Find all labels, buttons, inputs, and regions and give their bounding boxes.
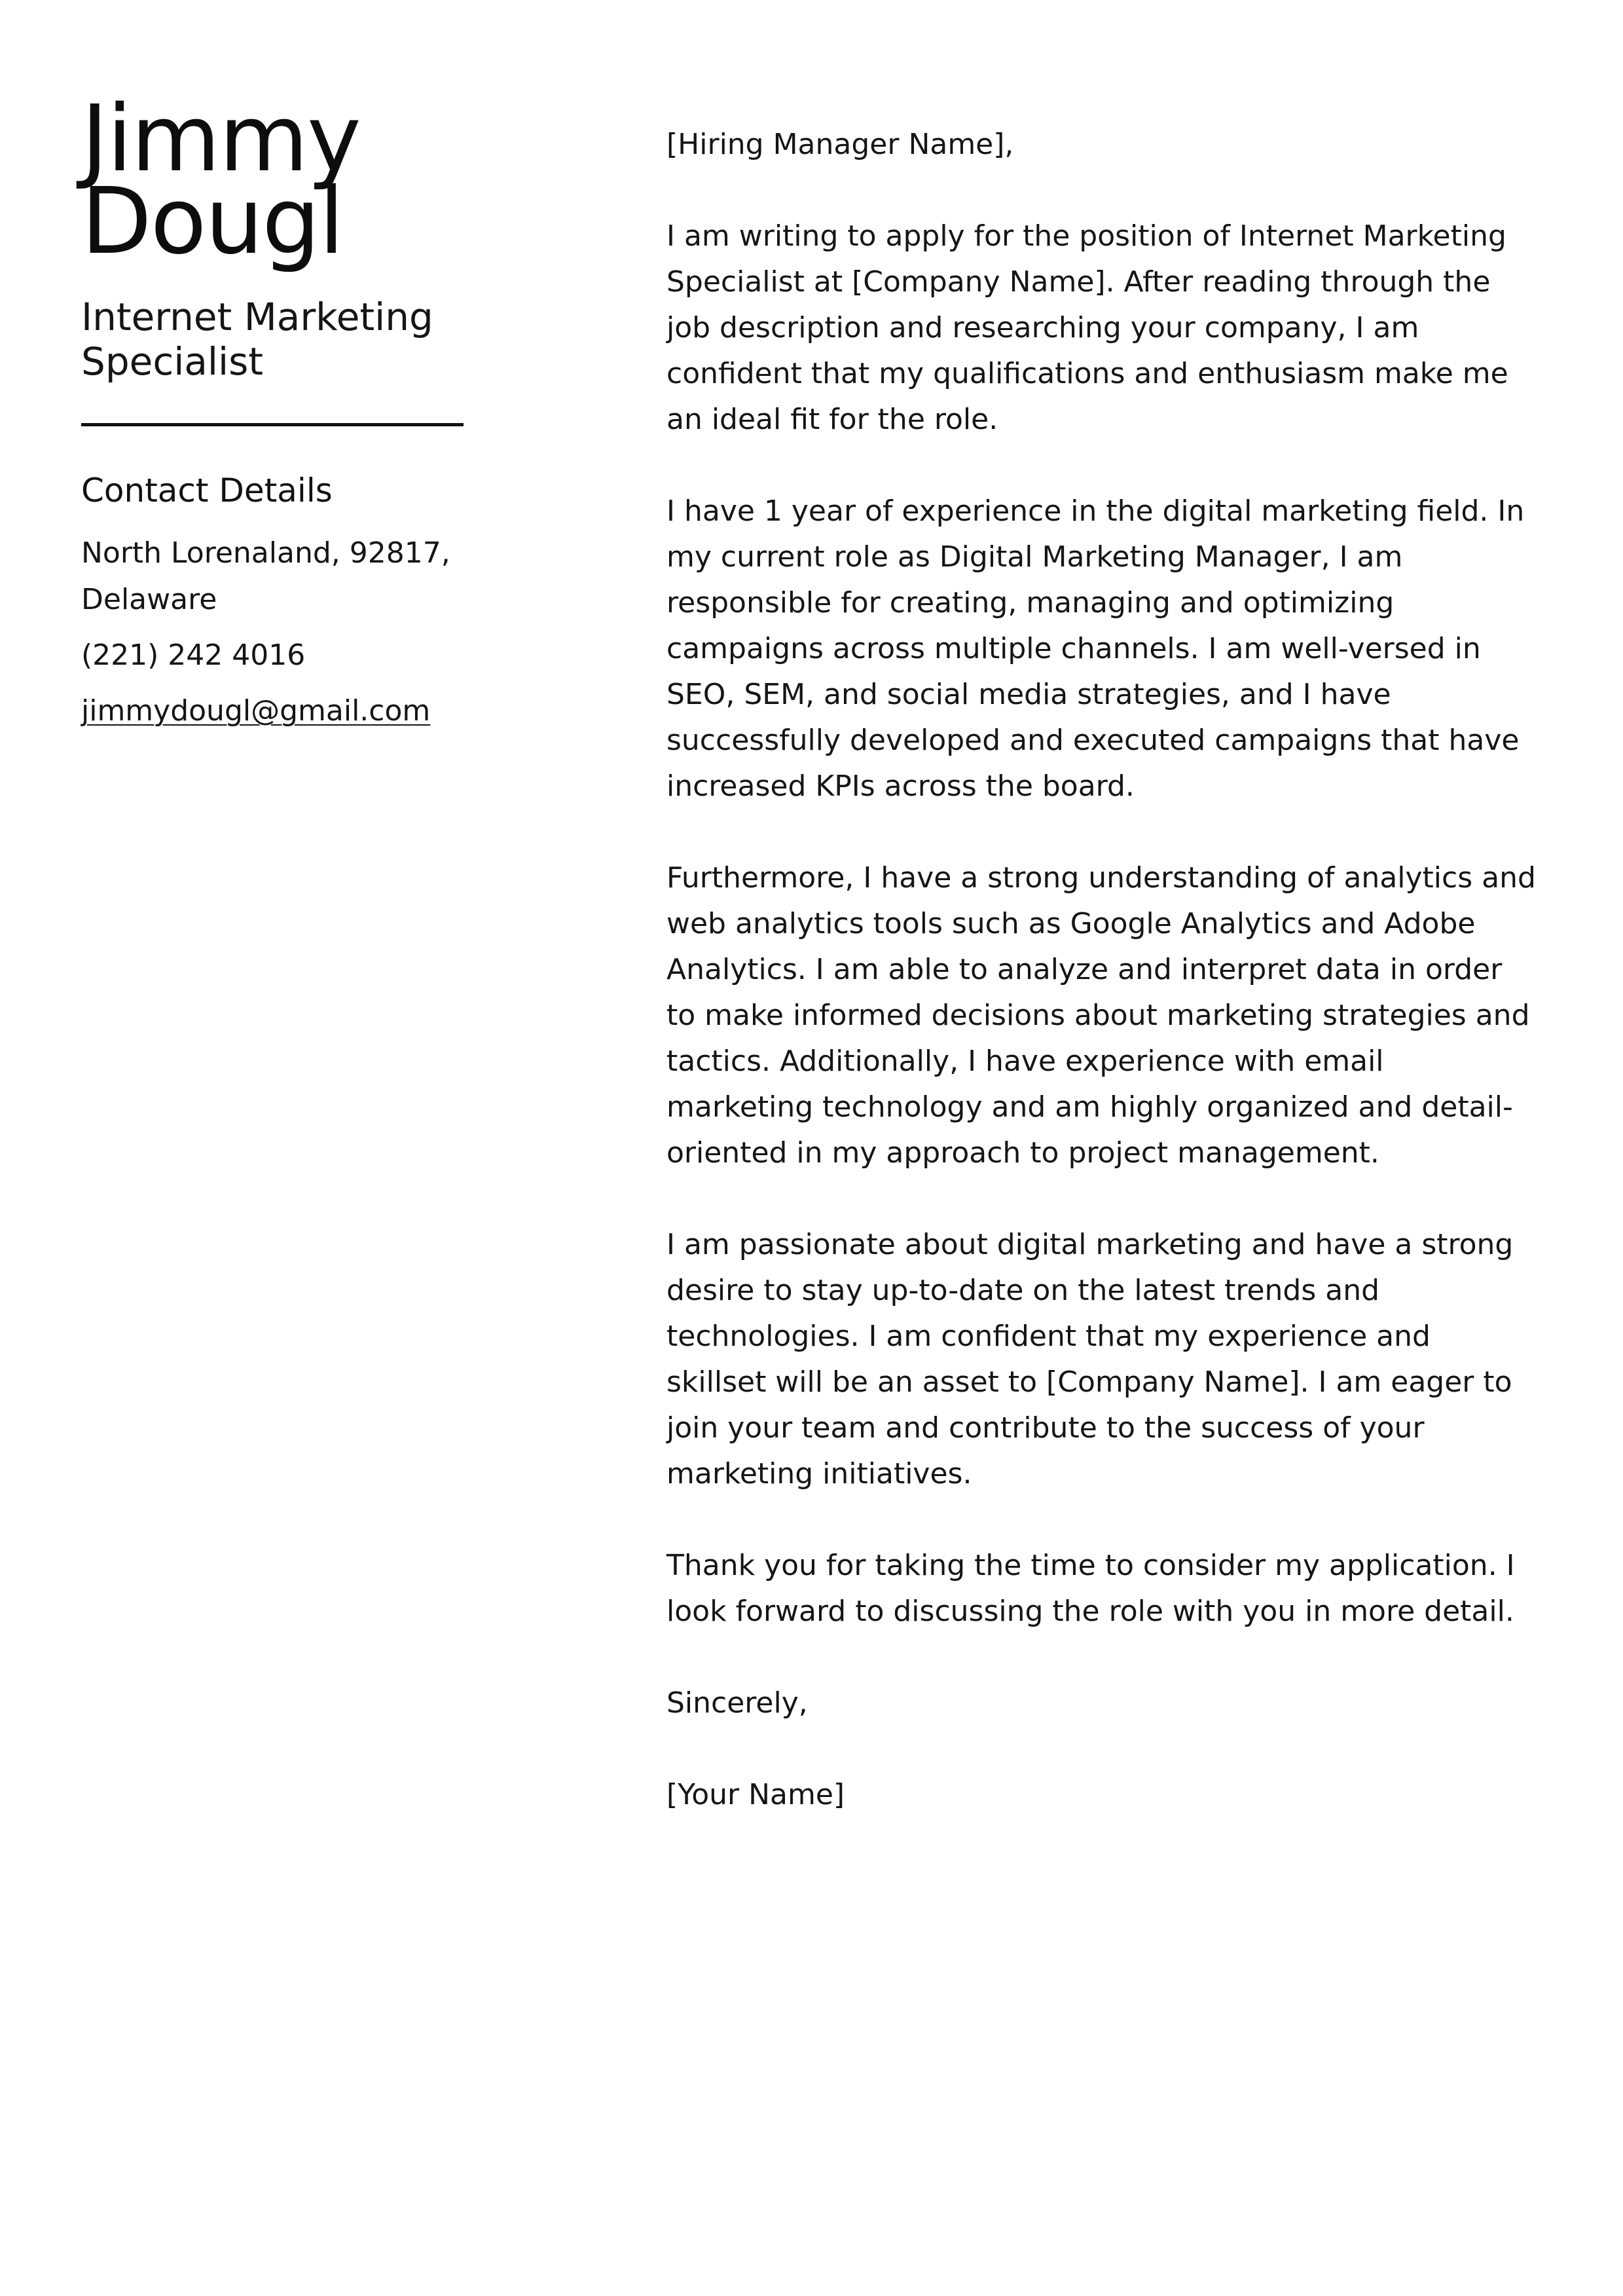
letter-paragraph: I am writing to apply for the position of Internet Marketing Specialist at [Company Name]. After reading through the job description and researching your company, I am confident that my qualifications and enthusiasm make me an ideal fit for the role. xyxy=(666,219,1508,436)
job-title: Internet Marketing Specialist xyxy=(81,295,433,384)
sidebar xyxy=(81,86,474,734)
closing: Sincerely, xyxy=(666,1686,808,1720)
letter-body xyxy=(666,122,1537,1818)
divider xyxy=(81,423,464,426)
letter-paragraph: Furthermore, I have a strong understanding of analytics and web analytics tools such as Google Analytics and Adobe Analytics. I am able to analyze and interpret data in order to make informed decisions about marketing strategies and tactics. Additionally, I have experience with email marketing technology and am highly organized and detail-oriented in my approach to project management. xyxy=(666,861,1536,1170)
first-name: Jimmy xyxy=(81,86,360,193)
contact-address: North Lorenaland, 92817, Delaware xyxy=(81,536,450,616)
letter-paragraph: Thank you for taking the time to consider my application. I look forward to discussing the role with you in more detail. xyxy=(666,1549,1515,1628)
contact-phone: (221) 242 4016 xyxy=(81,639,306,672)
salutation: [Hiring Manager Name], xyxy=(666,128,1014,161)
letter-paragraph: I have 1 year of experience in the digital marketing field. In my current role as Digital Marketing Manager, I am responsible for creating, managing and optimizing campaigns across multiple channels. I am well-versed in SEO, SEM, and social media strategies, and I have successfully developed and executed campaigns that have increased KPIs across the board. xyxy=(666,494,1525,803)
contact-email-link[interactable]: jimmydougl@gmail.com xyxy=(81,694,431,728)
contact-details-heading: Contact Details xyxy=(81,472,333,509)
applicant-name xyxy=(81,86,474,275)
signature: [Your Name] xyxy=(666,1778,845,1811)
last-name: Dougl xyxy=(81,168,343,275)
letter-paragraph: I am passionate about digital marketing and have a strong desire to stay up-to-date on the latest trends and technologies. I am confident that my experience and skillset will be an asset to [Company Name]. I am eager to join your team and contribute to the success of your marketing initiatives. xyxy=(666,1228,1514,1491)
